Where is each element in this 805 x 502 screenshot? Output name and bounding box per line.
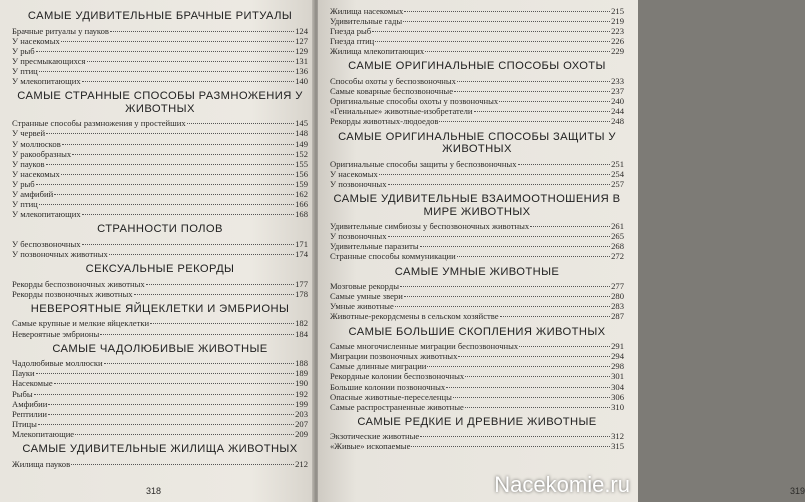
page-number-left: 318 [146,486,162,496]
toc-entry [330,361,624,371]
dot-leader [46,164,295,165]
toc-entry [330,382,624,392]
entry-page: 315 [611,441,624,452]
entry-title: Самые крупные и мелкие яйцеклетки [12,318,150,329]
toc-entry [330,311,624,321]
entry-title: Амфибии [12,398,48,409]
section-title: САМЫЕ УДИВИТЕЛЬНЫЕ ЖИЛИЩА ЖИВОТНЫХ [22,442,298,455]
entry-page: 177 [295,278,308,289]
entry-title: Мозговые рекорды [330,281,399,292]
toc-entry [12,149,308,159]
entry-title: Насекомые [12,378,53,389]
entry-title: У млекопитающих [12,209,81,220]
toc-entry [330,26,624,36]
entry-page: 298 [611,361,624,372]
entry-title: Рекорды беспозвоночных животных [12,278,145,289]
entry-page: 306 [611,391,624,402]
entry-page: 168 [295,209,308,220]
toc-entry [330,441,624,451]
entry-page: 171 [295,238,308,249]
entry-title: Удивительные паразиты [330,241,419,252]
dot-leader [104,363,294,364]
dot-leader [110,31,294,32]
entry-page: 174 [295,248,308,259]
entry-title: У млекопитающих [12,76,81,87]
entry-title: Самые умные звери [330,291,403,302]
entry-title: Странные способы размножения у простейших [12,118,186,129]
toc-section [330,416,624,452]
toc-entry [12,76,308,86]
dot-leader [388,184,611,185]
dot-leader [465,376,610,377]
section-title: САМЫЕ УДИВИТЕЛЬНЫЕ ВЗАИМООТНОШЕНИЯ В МИРЕ ЖИВОТНЫХ [333,193,621,218]
toc-entry [12,159,308,169]
dot-leader [530,226,610,227]
dot-leader [82,81,294,82]
toc-entry [330,392,624,402]
entry-page: 145 [295,118,308,129]
dot-leader [427,366,610,367]
entry-title: Чадолюбивые моллюски [12,358,103,369]
dot-leader [379,174,610,175]
entry-page: 136 [295,65,308,76]
entry-title: Жилища насекомых [330,6,404,16]
dot-leader [39,71,294,72]
dot-leader [500,316,611,317]
dot-leader [375,41,610,42]
dot-leader [54,383,294,384]
entry-page: 166 [295,199,308,210]
dot-leader [61,41,294,42]
dot-leader [72,154,294,155]
toc-entry [12,189,308,199]
entry-title: Млекопитающие [12,428,75,439]
section-title: САМЫЕ СТРАННЫЕ СПОСОБЫ РАЗМНОЖЕНИЯ У ЖИВОТНЫХ [17,90,303,115]
toc-entry [12,139,308,149]
entry-page: 240 [611,96,624,107]
toc-entry [330,301,624,311]
entry-page: 162 [295,189,308,199]
toc-entry [12,318,308,328]
entry-title: Странные способы коммуникации [330,251,456,262]
entry-page: 184 [295,328,308,339]
entry-page: 223 [611,26,624,37]
dot-leader [87,61,295,62]
entry-page: 209 [295,428,308,439]
dot-leader [388,236,611,237]
toc-entry [12,419,308,429]
entry-title: «Гениальные» животные-изобретатели [330,106,473,117]
entry-page: 280 [611,291,624,302]
toc-entry [330,36,624,46]
entry-page: 127 [295,35,308,46]
toc-entry [330,402,624,412]
dot-leader [372,31,610,32]
dot-leader [425,51,610,52]
entry-title: У насекомых [330,168,378,179]
toc-entry [330,351,624,361]
toc-section [12,263,308,299]
toc-entry [12,56,308,66]
entry-page: 310 [611,401,624,412]
dot-leader [71,464,294,465]
entry-page: 203 [295,408,308,419]
entry-title: Рекордные колонии беспозвоночных [330,371,465,382]
dot-leader [38,424,294,425]
toc-entry [330,251,624,261]
toc-entry [330,46,624,56]
entry-page: 251 [611,158,624,169]
toc-section [12,90,308,219]
entry-title: Рекорды позвоночных животных [12,288,133,299]
watermark: Nacekomie.ru [494,472,630,497]
toc-entry [330,291,624,301]
dot-leader [54,194,294,195]
entry-title: У ракообразных [12,148,72,159]
left-contents [12,10,308,469]
dot-leader [446,387,610,388]
entry-page: 301 [611,371,624,382]
entry-page: 237 [611,86,624,97]
entry-title: У пресмыкающихся [12,55,86,66]
entry-title: Гнезда рыб [330,26,372,37]
entry-title: Самые многочисленные миграции беспозвоночных [330,341,519,352]
entry-title: Брачные ритуалы у пауков [12,25,109,36]
entry-page: 199 [295,398,308,409]
entry-title: Животные-рекордсмены в сельском хозяйстве [330,311,499,322]
dot-leader [403,21,610,22]
entry-title: Рептилии [12,408,47,419]
toc-entry [12,409,308,419]
toc-section [12,10,308,86]
entry-title: Рыбы [12,388,33,399]
toc-section [330,193,624,262]
dot-leader [109,254,294,255]
entry-page: 152 [295,148,308,159]
entry-page: 140 [295,76,308,87]
entry-title: У позвоночных [330,231,387,242]
entry-page: 148 [295,128,308,139]
toc-entry [330,281,624,291]
toc-entry [330,159,624,169]
entry-title: Умные животные [330,301,394,312]
entry-title: У червей [12,128,46,139]
entry-title: Удивительные симбиозы у беспозвоночных животных [330,221,530,232]
section-title: СТРАННОСТИ ПОЛОВ [97,223,223,236]
entry-page: 190 [295,378,308,389]
dot-leader [46,133,294,134]
dot-leader [36,184,294,185]
entry-page: 182 [295,318,308,329]
entry-page: 189 [295,368,308,379]
dot-leader [134,294,295,295]
toc-entry [330,116,624,126]
dot-leader [420,246,610,247]
entry-page: 124 [295,25,308,36]
toc-entry [12,128,308,138]
dot-leader [62,144,294,145]
entry-title: Способы охоты у беспозвоночных [330,76,456,87]
toc-entry [12,118,308,128]
entry-title: Жилища пауков [12,458,71,469]
dot-leader [439,121,610,122]
dot-leader [404,296,610,297]
toc-entry [330,241,624,251]
toc-section [12,343,308,439]
entry-page: 233 [611,76,624,87]
entry-title: Рекорды животных-людоедов [330,116,439,127]
entry-title: Оригинальные способы защиты у беспозвоночных [330,158,517,169]
toc-entry [12,46,308,56]
entry-title: У насекомых [12,168,60,179]
toc-entry [330,106,624,116]
entry-page: 131 [295,55,308,66]
section-title: САМЫЕ УДИВИТЕЛЬНЫЕ БРАЧНЫЕ РИТУАЛЫ [27,10,293,22]
dot-leader [457,81,610,82]
section-title: САМЫЕ ЧАДОЛЮБИВЫЕ ЖИВОТНЫЕ [52,342,268,355]
dot-leader [39,204,294,205]
left-page [0,0,314,502]
entry-page: 219 [611,16,624,27]
toc-entry [12,36,308,46]
dot-leader [518,164,611,165]
entry-page: 156 [295,168,308,179]
toc-entry [330,231,624,241]
toc-entry [12,169,308,179]
toc-entry [330,6,624,16]
dot-leader [36,373,294,374]
toc-entry [12,329,308,339]
toc-entry [330,431,624,441]
toc-section [12,223,308,259]
entry-title: Самые длинные миграции [330,361,427,372]
entry-page: 312 [611,431,624,442]
toc-entry [330,179,624,189]
toc-entry [330,86,624,96]
entry-page: 178 [295,288,308,299]
entry-title: Экзотические животные [330,431,420,442]
entry-page: 155 [295,158,308,169]
entry-title: Удивительные гады [330,16,403,27]
section-title: СЕКСУАЛЬНЫЕ РЕКОРДЫ [85,263,235,276]
dot-leader [82,214,294,215]
toc-entry [330,169,624,179]
section-title: САМЫЕ БОЛЬШИЕ СКОПЛЕНИЯ ЖИВОТНЫХ [348,325,606,338]
dot-leader [400,286,610,287]
dot-leader [146,284,294,285]
entry-title: У птиц [12,199,38,210]
entry-page: 192 [295,388,308,399]
entry-page: 291 [611,341,624,352]
section-title: САМЫЕ УМНЫЕ ЖИВОТНЫЕ [394,265,560,278]
dot-leader [75,434,294,435]
section-title: САМЫЕ РЕДКИЕ И ДРЕВНИЕ ЖИВОТНЫЕ [357,415,597,428]
dot-leader [458,356,610,357]
entry-page: 277 [611,281,624,292]
entry-title: Самые коварные беспозвоночные [330,86,454,97]
toc-section [330,326,624,412]
entry-title: У позвоночных [330,178,387,189]
entry-page: 159 [295,178,308,189]
toc-section [330,266,624,322]
toc-entry [12,429,308,439]
dot-leader [150,323,294,324]
dot-leader [395,306,610,307]
entry-page: 188 [295,358,308,369]
entry-page: 265 [611,231,624,242]
entry-page: 283 [611,301,624,312]
entry-title: У рыб [12,45,35,56]
toc-entry [12,399,308,409]
dot-leader [519,346,610,347]
entry-title: У пауков [12,158,45,169]
section-title: НЕВЕРОЯТНЫЕ ЯЙЦЕКЛЕТКИ И ЭМБРИОНЫ [30,302,290,315]
dot-leader [48,414,294,415]
dot-leader [61,174,294,175]
entry-page: 248 [611,116,624,127]
toc-entry [330,371,624,381]
dot-leader [457,256,610,257]
dot-leader [34,394,294,395]
toc-section [330,6,624,56]
toc-entry [330,221,624,231]
entry-title: Оригинальные способы охоты у позвоночных [330,96,499,107]
dot-leader [454,91,610,92]
dot-leader [100,334,294,335]
toc-entry [12,358,308,368]
entry-title: У позвоночных животных [12,248,108,259]
entry-page: 261 [611,221,624,232]
entry-page: 212 [295,458,308,469]
entry-title: У беспозвоночных [12,238,81,249]
toc-section [12,443,308,469]
entry-title: Невероятные эмбрионы [12,328,100,339]
entry-title: «Живые» ископаемые [330,441,411,452]
toc-entry [330,96,624,106]
entry-page: 268 [611,241,624,252]
dot-leader [453,397,610,398]
toc-entry [12,368,308,378]
right-contents [330,6,624,452]
toc-entry [12,249,308,259]
toc-entry [12,239,308,249]
entry-title: Миграции позвоночных животных [330,351,458,362]
entry-page: 254 [611,168,624,179]
section-title: САМЫЕ ОРИГИНАЛЬНЫЕ СПОСОБЫ ОХОТЫ [348,60,606,73]
entry-title: У амфибий [12,189,54,199]
toc-entry [12,66,308,76]
dot-leader [404,11,610,12]
entry-title: Пауки [12,368,35,379]
entry-title: У птиц [12,65,38,76]
entry-title: Птицы [12,418,37,429]
dot-leader [36,51,294,52]
entry-page: 244 [611,106,624,117]
toc-entry [330,76,624,86]
toc-entry [12,179,308,189]
entry-title: Большие колонии позвоночных [330,381,446,392]
entry-page: 287 [611,311,624,322]
entry-page: 149 [295,138,308,149]
toc-entry [12,389,308,399]
entry-title: У рыб [12,178,35,189]
toc-section [330,60,624,126]
entry-title: Гнезда птиц [330,36,375,47]
entry-page: 229 [611,46,624,57]
dot-leader [187,123,294,124]
toc-section [330,131,624,189]
entry-page: 207 [295,418,308,429]
toc-section [12,303,308,339]
toc-entry [12,459,308,469]
section-title: САМЫЕ ОРИГИНАЛЬНЫЕ СПОСОБЫ ЗАЩИТЫ У ЖИВОТНЫХ [338,130,616,156]
dot-leader [474,111,611,112]
entry-page: 272 [611,251,624,262]
right-page [318,0,805,502]
dot-leader [48,404,294,405]
page-number-right: 319 [790,486,805,496]
entry-page: 294 [611,351,624,362]
toc-entry [330,16,624,26]
toc-entry [12,289,308,299]
dot-leader [420,436,610,437]
entry-title: У насекомых [12,35,60,46]
toc-entry [12,279,308,289]
entry-page: 215 [611,6,624,16]
entry-title: Самые распространенные животные [330,401,464,412]
entry-page: 226 [611,36,624,47]
dot-leader [465,407,610,408]
entry-page: 257 [611,178,624,189]
entry-page: 129 [295,45,308,56]
entry-page: 304 [611,381,624,392]
entry-title: Опасные животные-переселенцы [330,391,452,402]
dot-leader [82,244,295,245]
toc-entry [12,378,308,388]
toc-entry [12,209,308,219]
dot-leader [499,101,610,102]
dot-leader [411,446,610,447]
entry-title: Жилища млекопитающих [330,46,425,57]
toc-entry [330,341,624,351]
toc-entry [12,26,308,36]
entry-title: У моллюсков [12,138,61,149]
toc-entry [12,199,308,209]
